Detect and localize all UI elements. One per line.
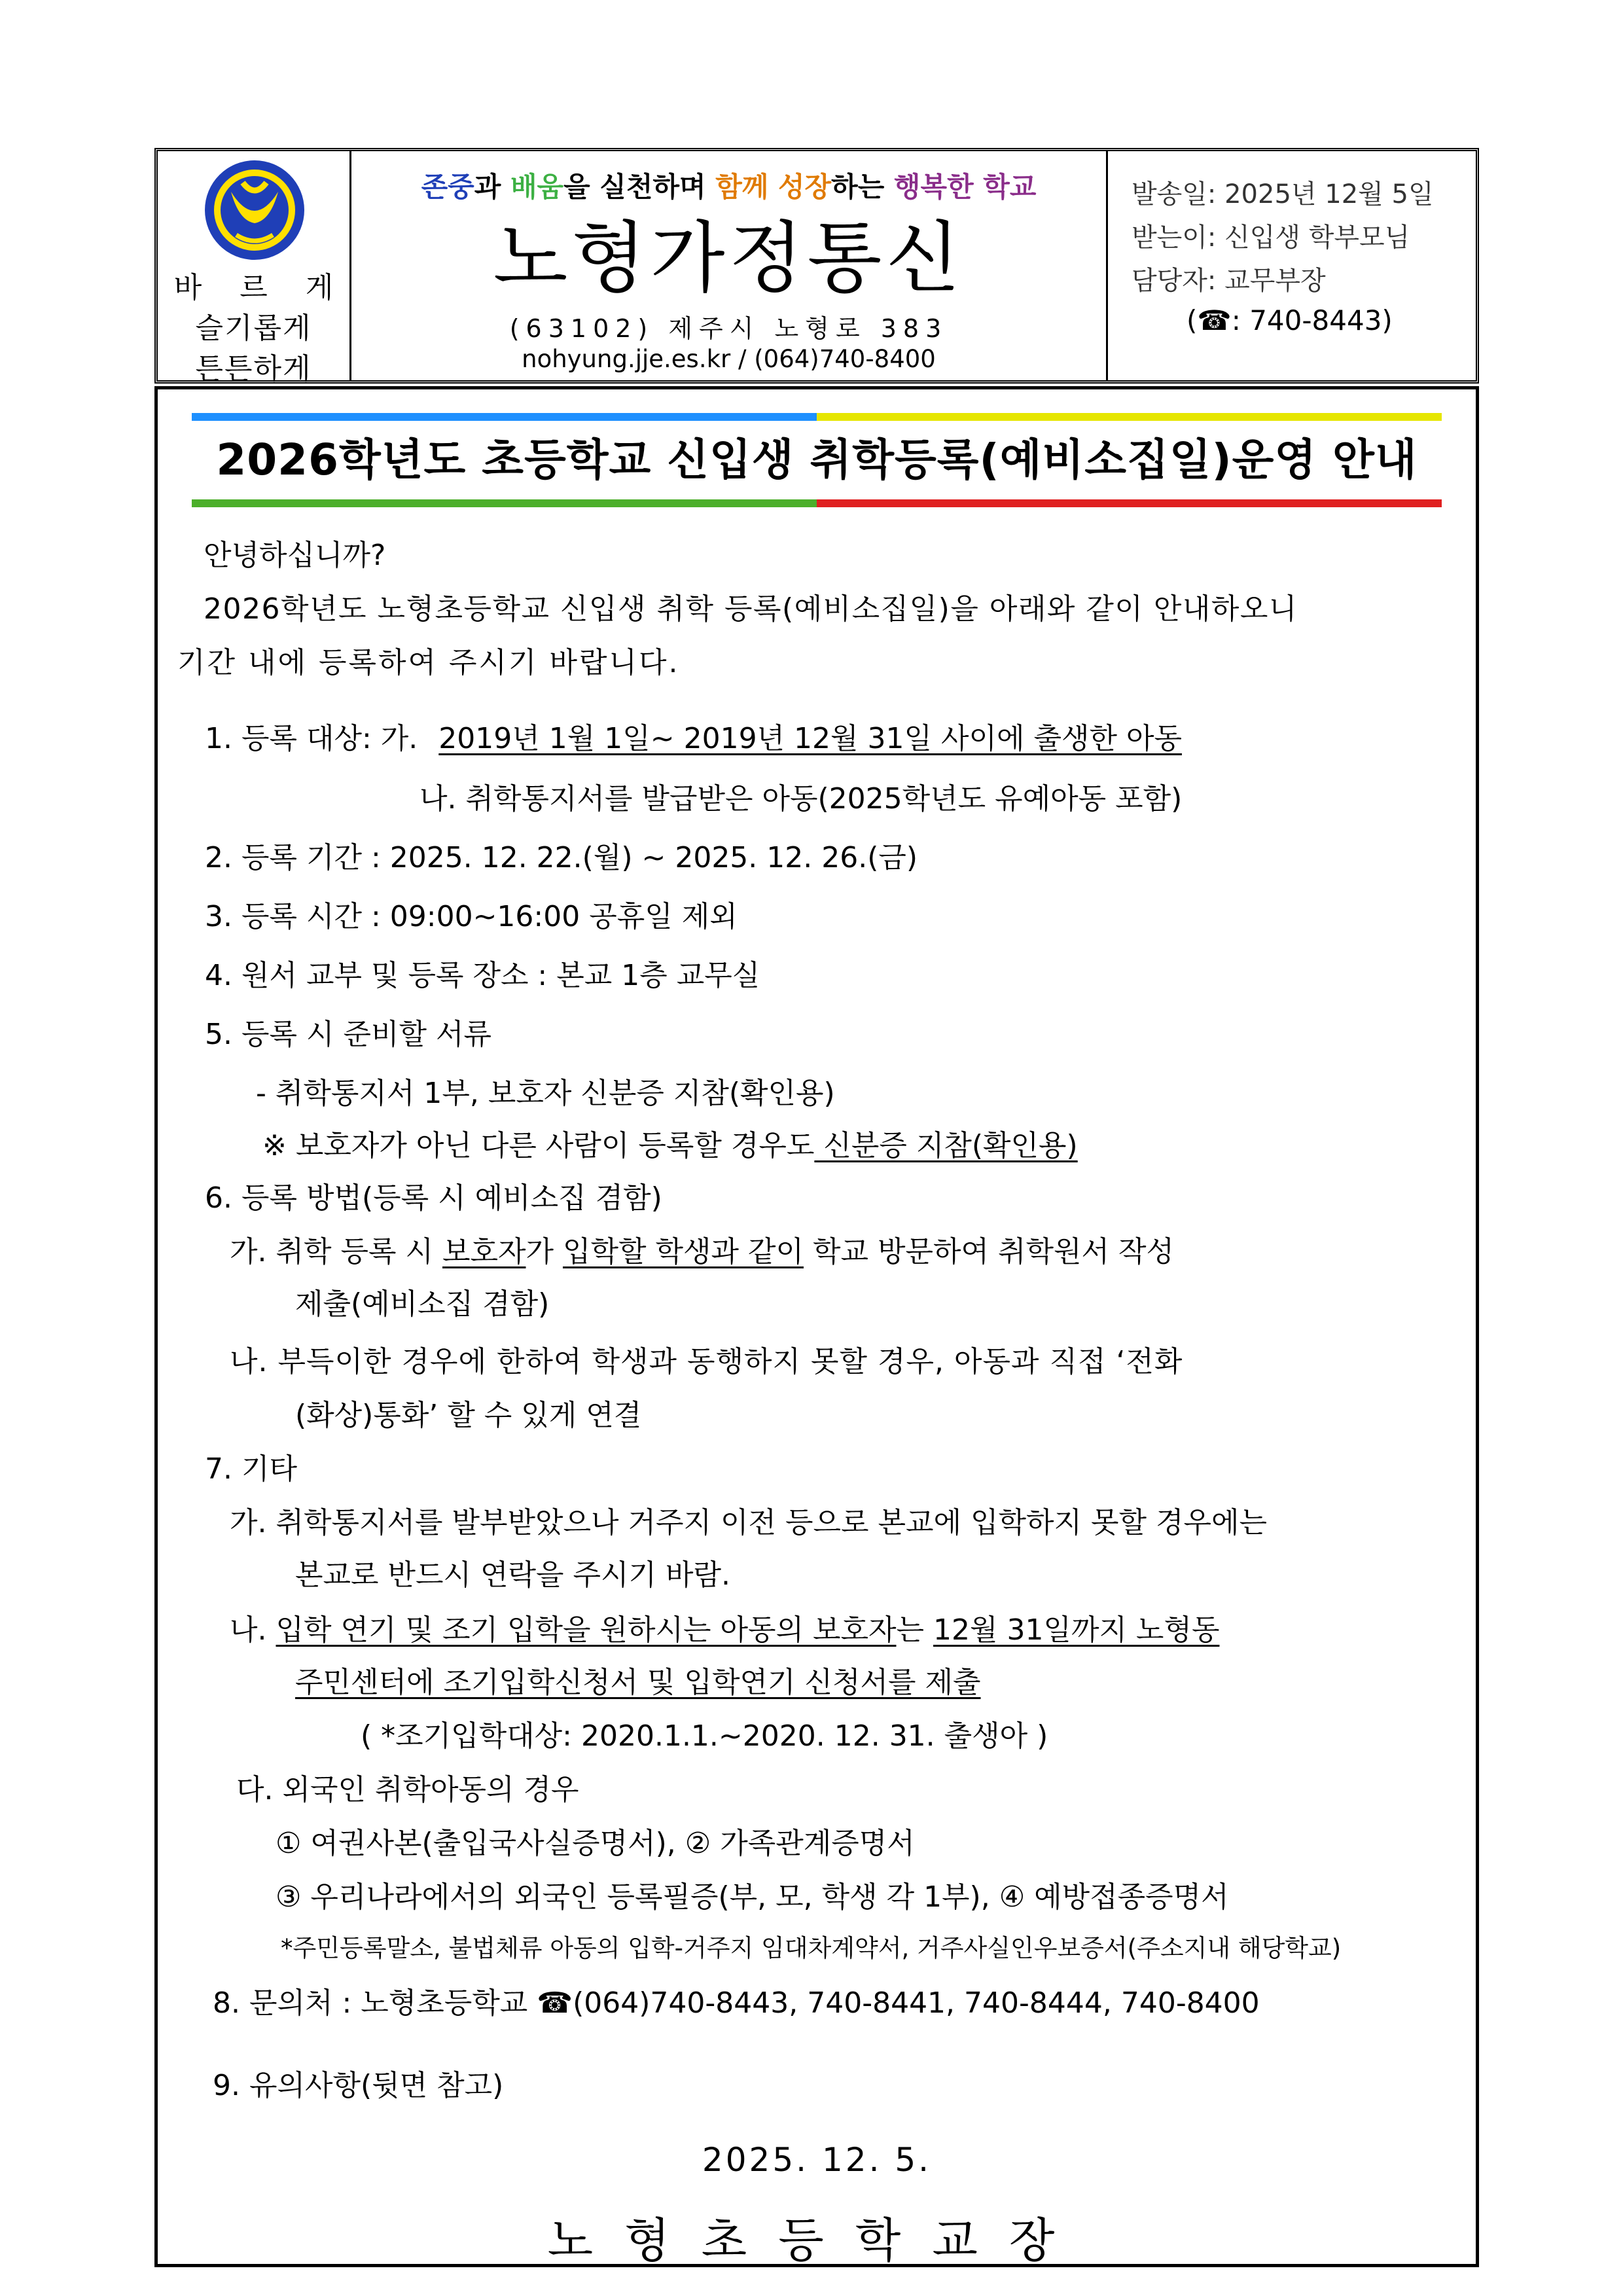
- item-6-a-line-2: 제출(예비소집 겸함): [295, 1287, 550, 1321]
- item-7-b-text: 는: [896, 1613, 933, 1647]
- notice-body-frame: [154, 386, 1479, 2267]
- motto-line-2: 슬기롭게: [195, 312, 312, 345]
- item-8-contact: 8. 문의처 : 노형초등학교 ☎(064)740-8443, 740-8441, 740-8444, 740-8400: [213, 1986, 1260, 2020]
- item-1: [205, 722, 1182, 757]
- newsletter-header: [154, 148, 1479, 384]
- slogan-part: 과: [474, 171, 510, 203]
- masthead-cell: [351, 151, 1108, 380]
- newsletter-name: 노형가정통신: [493, 213, 965, 303]
- item-6-b-line-1: 나. 부득이한 경우에 한하여 학생과 동행하지 못할 경우, 아동과 직접 ‘전화: [230, 1345, 1183, 1378]
- item-6-a-text: 학교 방문하여 취학원서 작성: [804, 1235, 1174, 1268]
- school-website-phone: nohyung.jje.es.kr / (064)740-8400: [522, 345, 936, 373]
- motto-line-1: 바 르 게: [173, 271, 348, 304]
- intro-line-2: 기간 내에 등록하여 주시기 바랍니다.: [177, 646, 680, 679]
- item-6-a-with-student: 입학할 학생과 같이: [562, 1235, 804, 1268]
- slogan-part: 배움: [510, 171, 564, 203]
- title-bar-top: [192, 413, 1442, 421]
- bar-green-segment: [192, 499, 817, 507]
- item-6: 6. 등록 방법(등록 시 예비소집 겸함): [205, 1181, 662, 1215]
- issue-date: 2025. 12. 5.: [702, 2141, 932, 2179]
- item-7-a-line-2: 본교로 반드시 연락을 주시기 바람.: [295, 1558, 730, 1592]
- school-address: (63102) 제주시 노형로 383: [509, 314, 948, 343]
- title-bar-bottom: [192, 499, 1442, 507]
- item-1-prefix: 1. 등록 대상: 가.: [205, 722, 418, 755]
- school-logo-cell: [158, 151, 351, 386]
- slogan-part: 하는: [831, 171, 894, 203]
- item-7-c-3: *주민등록말소, 불법체류 아동의 입학-거주지 임대차계약서, 거주사실인우보증서(주소지내 해당학교): [281, 1934, 1342, 1962]
- item-7-b-line-1: [230, 1613, 1219, 1648]
- item-4: 4. 원서 교부 및 등록 장소 : 본교 1층 교무실: [205, 959, 760, 992]
- item-7-b-text: 나.: [230, 1613, 276, 1647]
- intro-line-1: 2026학년도 노형초등학교 신입생 취학 등록(예비소집일)을 아래와 같이 안내하오니: [204, 592, 1298, 626]
- item-7-b-line-3: ( *조기입학대상: 2020.1.1.~2020. 12. 31. 출생아 ): [361, 1719, 1048, 1753]
- send-info-cell: [1108, 151, 1476, 380]
- school-emblem-icon: [202, 158, 307, 262]
- motto-line-3: 튼튼하게: [195, 352, 312, 386]
- item-7-b-deadline: 12월 31일까지 노형동: [933, 1613, 1220, 1647]
- slogan-part: 함께 성장: [715, 171, 832, 203]
- bar-blue-segment: [192, 413, 817, 421]
- slogan-part: 을 실천하며: [563, 171, 716, 203]
- item-5-note-text: ※ 보호자가 아닌 다른 사람이 등록할 경우도: [262, 1129, 815, 1162]
- send-date: 발송일: 2025년 12월 5일: [1132, 179, 1434, 209]
- recipient: 받는이: 신입생 학부모님: [1132, 223, 1410, 253]
- principal-signature: 노형초등학교장: [547, 2213, 1086, 2268]
- item-1-b: 나. 취학통지서를 발급받은 아동(2025학년도 유예아동 포함): [419, 782, 1183, 816]
- contact-phone: (☎: 740-8443): [1186, 304, 1393, 336]
- item-7-c-1: ① 여권사본(출입국사실증명서), ② 가족관계증명서: [276, 1827, 915, 1860]
- bar-yellow-segment: [817, 413, 1442, 421]
- item-6-a-text: 가. 취학 등록 시: [230, 1235, 442, 1268]
- item-5-a: - 취학통지서 1부, 보호자 신분증 지참(확인용): [256, 1077, 835, 1110]
- item-6-a-line-1: [230, 1235, 1434, 1270]
- item-5-note-underlined: 신분증 지참(확인용): [814, 1129, 1078, 1162]
- item-6-b-line-2: (화상)통화’ 할 수 있게 연결: [295, 1399, 642, 1432]
- item-7: 7. 기타: [205, 1452, 297, 1486]
- item-7-a-line-1: 가. 취학통지서를 발부받았으나 거주지 이전 등으로 본교에 입학하지 못할 경우에는: [230, 1506, 1267, 1539]
- item-5-note: [262, 1129, 1078, 1164]
- notice-title: 2026학년도 초등학교 신입생 취학등록(예비소집일)운영 안내: [216, 435, 1418, 485]
- item-9: 9. 유의사항(뒷면 참고): [213, 2069, 504, 2102]
- slogan-part: 행복한 학교: [893, 171, 1037, 203]
- item-6-a-text: 가: [526, 1235, 563, 1268]
- item-7-c: 다. 외국인 취학아동의 경우: [236, 1773, 579, 1806]
- item-7-b-guardian-request: 입학 연기 및 조기 입학을 원하시는 아동의 보호자: [276, 1613, 897, 1647]
- item-7-c-2: ③ 우리나라에서의 외국인 등록필증(부, 모, 학생 각 1부), ④ 예방접종증명서: [276, 1880, 1229, 1914]
- item-6-a-guardian: 보호자: [442, 1235, 526, 1268]
- item-7-b-line-2: 주민센터에 조기입학신청서 및 입학연기 신청서를 제출: [295, 1666, 981, 1699]
- greeting: 안녕하십니까?: [204, 539, 386, 572]
- item-5: 5. 등록 시 준비할 서류: [205, 1018, 491, 1051]
- item-3: 3. 등록 시간 : 09:00~16:00 공휴일 제외: [205, 900, 738, 933]
- slogan-part: 존중: [421, 171, 474, 203]
- bar-red-segment: [817, 499, 1442, 507]
- manager: 담당자: 교무부장: [1132, 266, 1326, 296]
- item-2: 2. 등록 기간 : 2025. 12. 22.(월) ~ 2025. 12. 26.(금): [205, 841, 918, 874]
- item-1-birth-range: 2019년 1월 1일~ 2019년 12월 31일 사이에 출생한 아동: [438, 722, 1183, 755]
